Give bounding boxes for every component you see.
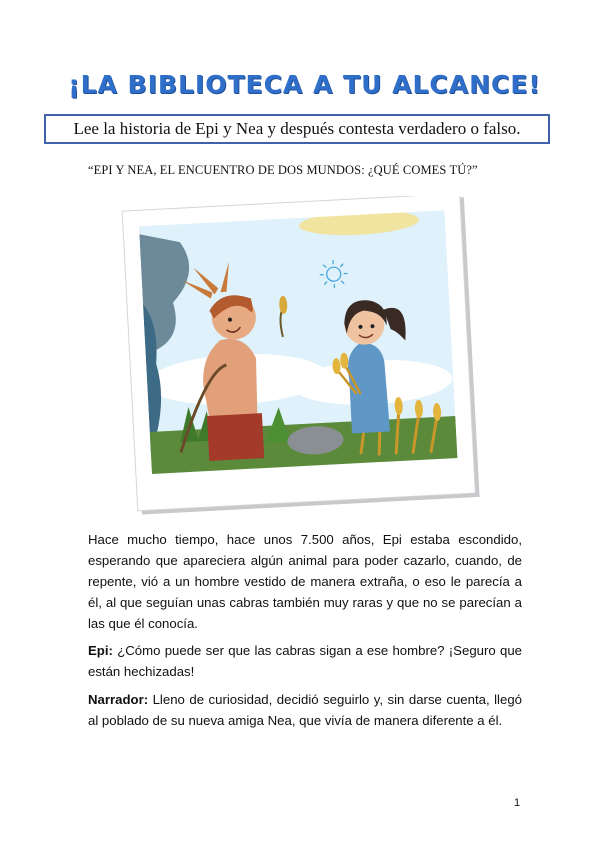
speaker-epi: Epi: (88, 643, 113, 658)
paragraph-narrator-dialogue (88, 689, 522, 731)
epi-line: ¿Cómo puede ser que las cabras sigan a ese hombre? ¡Seguro que están hechizadas! (88, 643, 522, 679)
epi-and-nea-illustration (116, 196, 486, 518)
instruction-text: Lee la historia de Epi y Nea y después contesta verdadero o falso. (73, 119, 521, 138)
narrator-line: Lleno de curiosidad, decidió seguirlo y, sin darse cuenta, llegó al poblado de su nueva amiga Nea, que vivía de manera diferente a él. (88, 692, 522, 728)
page-title: ¡LA BIBLIOTECA A TU ALCANCE! (68, 70, 541, 99)
speaker-narrator: Narrador: (88, 692, 149, 707)
page-number: 1 (514, 797, 521, 809)
story-title: “EPI Y NEA, EL ENCUENTRO DE DOS MUNDOS: ¿QUÉ COMES TÚ?” (88, 163, 478, 177)
paragraph-narration: Hace mucho tiempo, hace unos 7.500 años, Epi estaba escondido, esperando que apareciera algún animal para poder cazarlo, cuando, de repente, vió a un hombre vestido de manera extraña, o eso le parecía a él, al que seguían unas cabras también muy raras y que no se parecían a las que él conocía. (88, 532, 522, 631)
paragraph-epi-dialogue (88, 640, 522, 682)
instruction-box (44, 114, 550, 144)
